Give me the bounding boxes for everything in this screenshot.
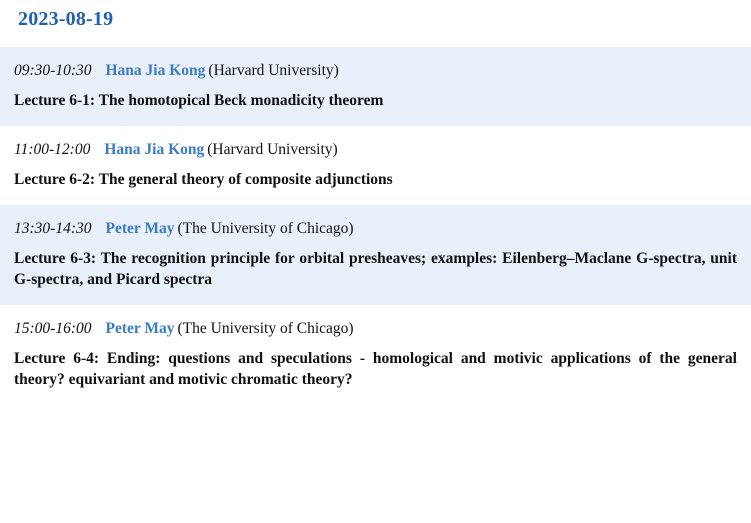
session-meta xyxy=(14,219,737,238)
session-speaker: Hana Jia Kong xyxy=(104,140,205,158)
session-meta xyxy=(14,140,737,159)
session-title: Lecture 6-2: The general theory of composite adjunctions xyxy=(14,171,393,189)
list-item xyxy=(0,305,751,405)
session-meta xyxy=(14,61,737,80)
session-speaker: Hana Jia Kong xyxy=(105,62,206,79)
session-time: 09:30-10:30 xyxy=(14,62,92,79)
session-affiliation: (Harvard University) xyxy=(208,62,339,79)
session-affiliation: (The University of Chicago) xyxy=(177,319,354,337)
session-affiliation: (Harvard University) xyxy=(207,140,338,158)
session-title: Lecture 6-1: The homotopical Beck monadicity theorem xyxy=(14,92,384,110)
session-time: 15:00-16:00 xyxy=(14,319,92,337)
session-title: Lecture 6-4: Ending: questions and speculations - homological and motivic applications of the general theory? equivariant and motivic chromatic theory? xyxy=(14,350,737,389)
session-speaker: Peter May xyxy=(105,219,175,237)
list-item xyxy=(0,205,751,305)
session-affiliation: (The University of Chicago) xyxy=(177,219,354,237)
session-title: Lecture 6-3: The recognition principle for orbital presheaves; examples: Eilenberg–Maclane G-spectra, unit G-spectra, and Picard spectra xyxy=(14,249,737,289)
list-item xyxy=(0,126,751,205)
session-meta xyxy=(14,319,737,338)
session-list xyxy=(0,47,751,405)
page-title: 2023-08-19 xyxy=(18,8,114,30)
session-time: 11:00-12:00 xyxy=(14,140,91,158)
session-speaker: Peter May xyxy=(105,319,175,337)
session-time: 13:30-14:30 xyxy=(14,219,92,237)
list-item xyxy=(0,47,751,126)
